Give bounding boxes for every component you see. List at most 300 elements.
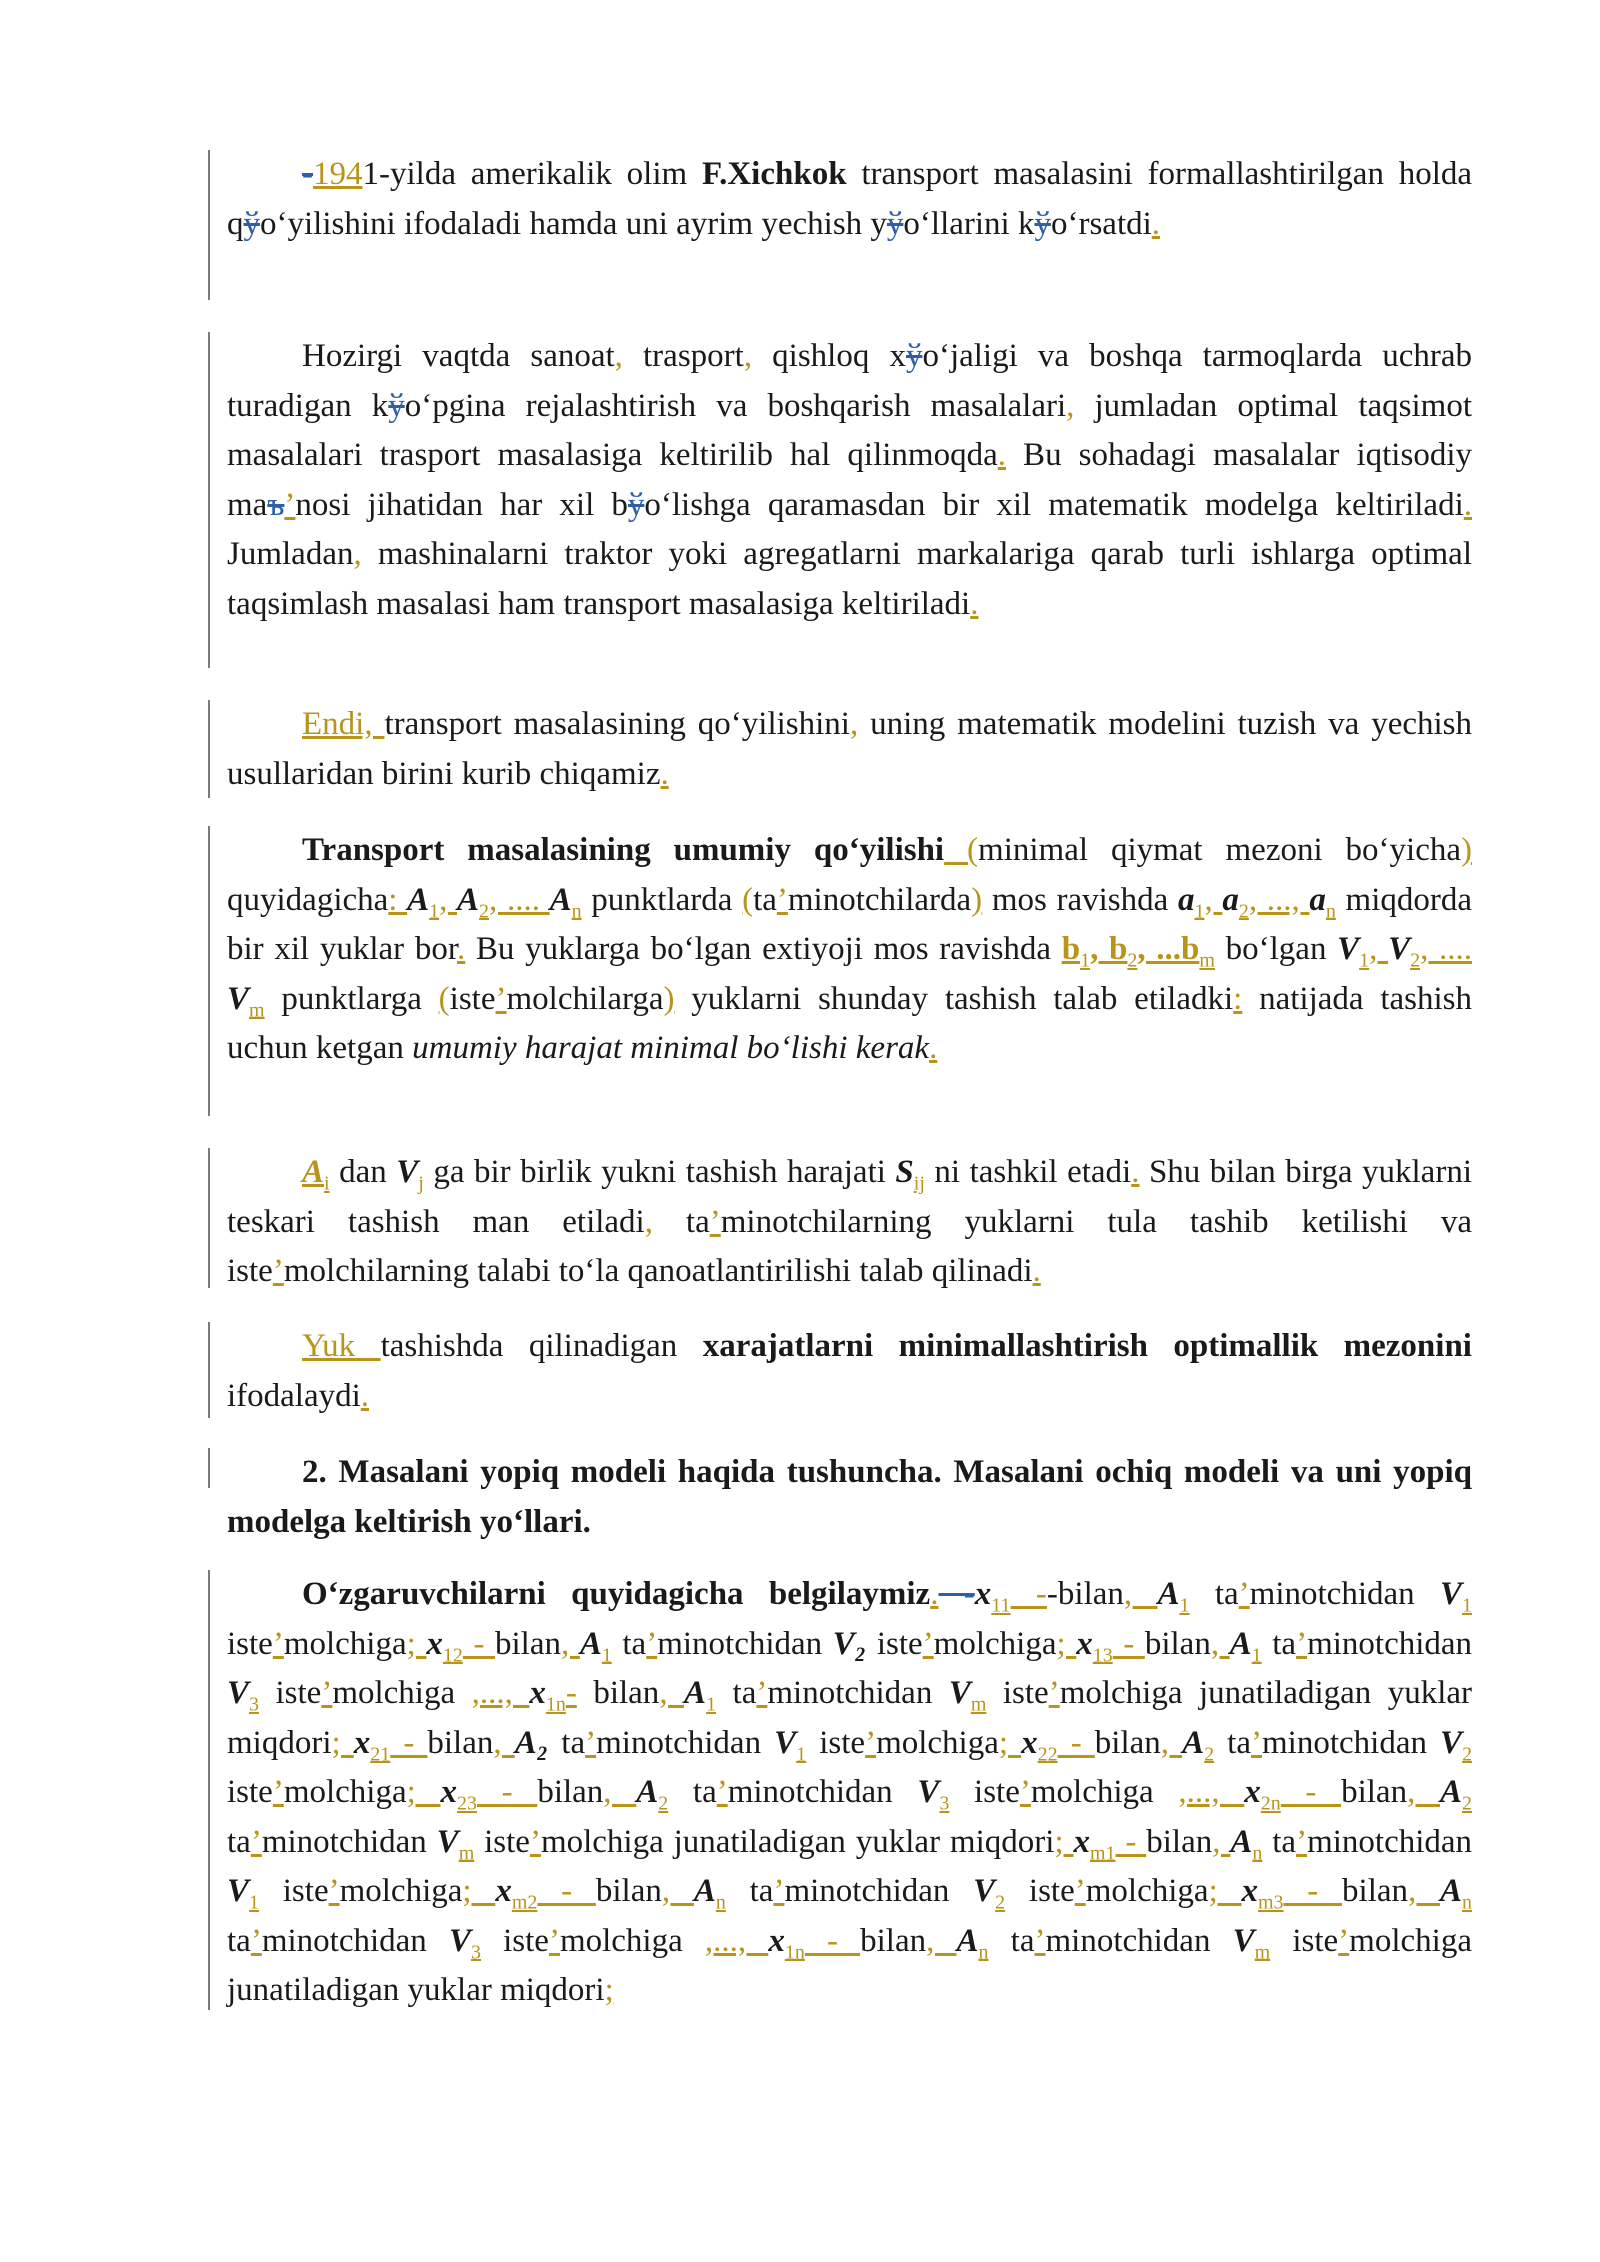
inserted-text: b <box>1061 931 1081 967</box>
text-run: ta <box>1189 1576 1239 1612</box>
text-run: molchiga junatiladigan yuklar miqdori <box>540 1823 1055 1860</box>
text-run: bilan <box>537 1774 604 1810</box>
inserted-text: , ..., <box>1248 881 1310 918</box>
inserted-text: ’ <box>284 486 296 523</box>
text-run: Shu bilan birga yuklarni teskari tashish man etiladi <box>227 1154 1472 1240</box>
change-bar <box>208 1570 210 2010</box>
inserted-text: . <box>1131 1154 1140 1190</box>
subscript: 1 <box>1251 1644 1262 1667</box>
inserted-text: , <box>1160 1724 1183 1761</box>
inserted-text: ’ <box>1338 1922 1350 1959</box>
paragraph-current-usage <box>227 332 1472 629</box>
math-symbol: V₂ <box>832 1625 867 1662</box>
text-run: iste <box>227 1774 273 1810</box>
text-run: qishloq x <box>752 338 906 374</box>
math-symbol: A <box>693 1873 716 1909</box>
inserted-text: ’ <box>1296 1823 1308 1860</box>
text-run: o‘lishga qaramasdan bir xil matematik modelga keltiriladi <box>644 486 1464 523</box>
inserted-text: ’ <box>250 1922 262 1959</box>
text-run: punktlarda <box>581 881 743 918</box>
math-symbol: A <box>1440 1873 1463 1909</box>
text-run: ta <box>1214 1724 1251 1761</box>
math-symbol: A <box>302 1154 325 1190</box>
bold-text: xarajatlarni minimallashtirish optimallik mezonini <box>702 1328 1472 1364</box>
math-symbol: V <box>917 1774 940 1810</box>
math-symbol: A₂ <box>514 1724 549 1761</box>
inserted-text: . <box>660 755 669 792</box>
subscript: 13 <box>1092 1644 1113 1667</box>
subscript: m <box>249 999 265 1022</box>
subscript: m <box>970 1693 987 1716</box>
text-run: iste <box>1270 1922 1339 1959</box>
inserted-text: , <box>743 338 753 374</box>
inserted-text: ) <box>1461 832 1473 868</box>
text-run: bilan <box>576 1675 660 1711</box>
subscript: 3 <box>470 1941 481 1964</box>
inserted-text: ’ <box>646 1625 658 1662</box>
text-run: amerikalik <box>470 156 612 192</box>
text-run: dan <box>329 1154 397 1190</box>
subscript: 2 <box>658 1792 669 1815</box>
subscript: 1 <box>429 900 440 923</box>
inserted-text: ’ <box>1238 1576 1250 1612</box>
math-symbol: A <box>1440 1774 1463 1810</box>
inserted-text: ) <box>663 980 675 1017</box>
subscript: n <box>1325 900 1336 923</box>
inserted-text: . <box>1151 205 1161 242</box>
math-symbol: V <box>227 980 250 1017</box>
math-symbol: x <box>529 1675 546 1711</box>
inserted-text: - <box>1112 1625 1145 1662</box>
math-symbol: V <box>1337 931 1360 967</box>
text-run: minotchidan <box>596 1724 775 1761</box>
inserted-text: . <box>930 1576 939 1612</box>
paragraph-history <box>227 150 1472 249</box>
math-symbol: x <box>1021 1724 1038 1761</box>
math-symbol: A <box>549 881 572 918</box>
inserted-text: ’ <box>1019 1774 1031 1810</box>
inserted-text: , <box>659 1675 685 1711</box>
inserted-text: Endi, <box>302 706 385 742</box>
text-run: ta <box>716 1675 757 1711</box>
text-run: minotchidan <box>1307 1625 1473 1662</box>
inserted-text: , <box>661 1873 694 1909</box>
inserted-text: - <box>1280 1774 1342 1810</box>
text-run: bilan <box>595 1873 662 1909</box>
math-symbol: x <box>768 1922 785 1959</box>
text-run: o‘llarini k <box>903 205 1035 242</box>
inserted-text: - <box>1283 1873 1343 1909</box>
text-run: molchiga <box>1085 1873 1209 1909</box>
math-symbol: A <box>457 881 480 918</box>
text-run: ta <box>988 1922 1035 1959</box>
text-run: ifodaladi <box>403 205 522 242</box>
inserted-text: - <box>804 1922 861 1959</box>
inserted-text: - <box>1057 1724 1095 1761</box>
inserted-text: : <box>1233 980 1243 1017</box>
subscript: 2 <box>479 900 490 923</box>
subscript: 1 <box>1462 1594 1472 1617</box>
subscript: 1 <box>1080 949 1091 972</box>
subscript: m3 <box>1257 1891 1284 1914</box>
text-run: quyidagicha <box>227 881 389 918</box>
inserted-text: ’ <box>328 1873 340 1909</box>
subscript: 1n <box>545 1693 566 1716</box>
inserted-text: , <box>1212 1823 1231 1860</box>
inserted-text: , <box>353 536 362 572</box>
text-run: Bu sohadagi masalalar iqtisodiy ma <box>227 437 1472 523</box>
change-bar <box>208 1448 210 1488</box>
inserted-text: - <box>390 1724 428 1761</box>
subscript: n <box>1252 1842 1263 1865</box>
text-run: trasport <box>622 338 744 374</box>
subscript: 2 <box>1462 1792 1473 1815</box>
inserted-text: , <box>1204 881 1223 918</box>
heading-text: 2. Masalani yopiq modeli haqida tushuncha. Masalani ochiq modeli va uni yopiq modelga keltirish yo‘llari. <box>227 1454 1472 1540</box>
subscript: 2 <box>995 1891 1006 1914</box>
subscript: 1 <box>706 1693 717 1716</box>
math-symbol: A <box>1157 1576 1180 1612</box>
subscript: n <box>715 1891 726 1914</box>
subscript: i <box>324 1172 330 1195</box>
subscript: 11 <box>991 1594 1011 1617</box>
text-run: ta <box>1262 1823 1297 1860</box>
math-symbol: V <box>1439 1576 1462 1612</box>
text-run: o‘rsatdi <box>1050 205 1152 242</box>
bold-text: Transport masalasining umumiy qo‘yilishi <box>302 832 945 868</box>
text-run: molchiga junatiladigan yuklar miqdori <box>227 1675 1473 1761</box>
inserted-text: ’ <box>1048 1675 1060 1711</box>
math-symbol: A <box>1229 1625 1252 1662</box>
inserted-text: , <box>614 338 623 374</box>
inserted-text: , <box>560 1625 580 1662</box>
inserted-text: ’ <box>548 1922 560 1959</box>
text-run: o‘yilishini <box>260 205 396 242</box>
change-bar <box>208 700 210 798</box>
text-run: iste <box>480 1922 549 1959</box>
text-run: minimal qiymat mezoni bo‘yicha <box>978 832 1462 868</box>
inserted-text: ’ <box>776 881 788 918</box>
inserted-text: ; <box>1208 1873 1242 1909</box>
math-symbol: x <box>495 1873 512 1909</box>
text-run: molchiga <box>339 1873 463 1909</box>
subscript: 1 <box>796 1743 807 1766</box>
text-run: molchiga <box>559 1922 705 1959</box>
subscript: n <box>571 900 582 923</box>
text-run: iste <box>1005 1873 1075 1909</box>
inserted-text: ’ <box>1074 1873 1086 1909</box>
text-run: tashishda qilinadigan <box>380 1328 703 1364</box>
math-symbol: V <box>1232 1922 1255 1959</box>
math-symbol: V <box>436 1823 459 1860</box>
text-run: bilan <box>427 1724 494 1761</box>
math-symbol: V <box>227 1675 250 1711</box>
inserted-text: ’ <box>756 1675 768 1711</box>
text-run: ta <box>753 881 777 918</box>
inserted-text: , ...b <box>1137 931 1200 967</box>
text-run: yechish y <box>761 205 887 242</box>
text-run: molchiga <box>1030 1774 1179 1810</box>
math-symbol: S <box>895 1154 914 1190</box>
text-run: minotchilarda <box>787 881 972 918</box>
text-run: minotchidan <box>261 1823 437 1860</box>
inserted-text: - <box>537 1873 596 1909</box>
math-symbol: V <box>948 1675 971 1711</box>
inserted-text: ; <box>1056 1625 1077 1662</box>
inserted-text: ; <box>331 1724 354 1761</box>
inserted-text: , <box>1210 1625 1230 1662</box>
text-run: bilan <box>1094 1724 1161 1761</box>
inserted-text: , <box>603 1774 637 1810</box>
math-symbol: a <box>1222 881 1239 918</box>
text-run: minotchidan <box>1307 1823 1473 1860</box>
inserted-text: . <box>456 931 466 967</box>
subscript: 22 <box>1037 1743 1058 1766</box>
subscript: m1 <box>1089 1842 1116 1865</box>
change-bar <box>208 826 210 1116</box>
text-run: ni tashkil etadi <box>924 1154 1132 1190</box>
subscript: 2 <box>1462 1743 1473 1766</box>
text-run: minotchidan <box>767 1675 949 1711</box>
inserted-text: - <box>565 1675 577 1711</box>
math-symbol: A <box>407 881 430 918</box>
inserted-text: , <box>1408 1873 1441 1909</box>
inserted-text: ’ <box>250 1823 262 1860</box>
paragraph-problem-statement <box>227 826 1472 1074</box>
inserted-text: ’ <box>272 1625 284 1662</box>
bold-text: F. <box>701 156 728 192</box>
inserted-text: ’ <box>865 1724 877 1761</box>
text-run: o‘pgina rejalashtirish va boshqarish masalalari <box>404 387 1067 424</box>
subscript: 3 <box>249 1693 260 1716</box>
italic-text: umumiy harajat minimal bo‘lishi kerak <box>412 1030 930 1066</box>
inserted-text: ( <box>742 881 754 918</box>
math-symbol: A <box>956 1922 979 1959</box>
inserted-text: , .... <box>489 881 550 918</box>
text-run: bilan <box>1341 1774 1408 1810</box>
text-run: minotchidan <box>657 1625 833 1662</box>
subscript: n <box>978 1941 989 1964</box>
subscript: 1 <box>601 1644 612 1667</box>
text-run: Bu yuklarga bo‘lgan extiyoji mos ravishda <box>465 931 1062 967</box>
inserted-text: : <box>388 881 408 918</box>
inserted-text: ,..., <box>471 1675 530 1711</box>
subscript: n <box>1462 1891 1473 1914</box>
subscript: ij <box>913 1172 925 1195</box>
inserted-text: , <box>1369 931 1389 967</box>
subscript: m2 <box>511 1891 538 1914</box>
inserted-text: ’ <box>1296 1625 1308 1662</box>
section-heading <box>227 1448 1472 1547</box>
math-symbol: a <box>1177 881 1195 918</box>
deleted-text: ў <box>905 338 923 374</box>
inserted-text: Yuk <box>302 1328 381 1364</box>
subscript: 2 <box>1410 949 1421 972</box>
text-run: transport <box>861 156 979 192</box>
subscript: 23 <box>456 1792 477 1815</box>
math-symbol: x <box>353 1724 371 1761</box>
inserted-text: ; <box>998 1724 1022 1761</box>
inserted-text: . <box>929 1030 938 1066</box>
inserted-text: . <box>997 437 1006 473</box>
text-run: iste <box>259 1873 329 1909</box>
paragraph-optimality-criterion <box>227 1322 1472 1421</box>
subscript: 21 <box>370 1743 391 1766</box>
text-run: molchiga <box>933 1625 1057 1662</box>
inserted-text: ,..., <box>1178 1774 1245 1810</box>
text-run: bilan <box>1146 1823 1213 1860</box>
text-run: molchilarning talabi to‘la qanoatlantirilishi talab qilinadi <box>283 1253 1033 1289</box>
inserted-text: , <box>1123 1576 1158 1612</box>
text-run: bilan <box>1144 1625 1211 1662</box>
subscript: 2 <box>1204 1743 1215 1766</box>
text-run: iste <box>949 1774 1020 1810</box>
math-symbol: A <box>636 1774 659 1810</box>
inserted-text: , <box>1407 1774 1440 1810</box>
math-symbol: x <box>1073 1823 1090 1860</box>
subscript: 1 <box>1179 1594 1190 1617</box>
inserted-text: ’ <box>321 1675 333 1711</box>
math-symbol: x <box>426 1625 443 1662</box>
subscript: 1 <box>1194 900 1205 923</box>
math-symbol: A <box>684 1675 707 1711</box>
inserted-text: ; <box>406 1625 427 1662</box>
inserted-text: , b <box>1090 931 1128 967</box>
text-run: ta <box>227 1922 251 1959</box>
text-run: q <box>227 205 244 242</box>
text-run: uni <box>625 205 668 242</box>
inserted-text: ) <box>971 881 983 918</box>
text-run: iste <box>474 1823 530 1860</box>
text-run: molchiga <box>876 1724 999 1761</box>
math-symbol: V <box>448 1922 471 1959</box>
inserted-text: ; <box>406 1774 441 1810</box>
inserted-text: ; <box>1054 1823 1074 1860</box>
deleted-text: ў <box>388 387 405 424</box>
inserted-text: , <box>439 881 458 918</box>
inserted-text: 194 <box>313 156 363 192</box>
inserted-text: ’ <box>716 1774 728 1810</box>
math-symbol: x <box>974 1576 992 1612</box>
text-run: mos ravishda <box>982 881 1178 918</box>
text-run: iste <box>866 1625 923 1662</box>
inserted-text: , <box>1066 387 1075 424</box>
inserted-text: ’ <box>272 1774 284 1810</box>
text-run: minotchidan <box>1249 1576 1440 1612</box>
text-run: minotchidan <box>1262 1724 1441 1761</box>
text-run: bilan <box>1342 1873 1409 1909</box>
text-run: punktlarga <box>264 980 439 1017</box>
text-run: ta <box>1261 1625 1297 1662</box>
subscript: 1n <box>784 1941 805 1964</box>
paragraph-intro <box>227 700 1472 799</box>
inserted-text: ’ <box>709 1203 721 1240</box>
inserted-text: ’ <box>922 1625 934 1662</box>
change-bar <box>208 150 210 300</box>
text-run: minotchidan <box>261 1922 449 1959</box>
text-run: yuklarni shunday tashish talab etiladki <box>674 980 1234 1017</box>
text-run: ifodalaydi <box>227 1377 361 1414</box>
inserted-text: . <box>360 1377 370 1414</box>
deleted-text: ў <box>886 205 904 242</box>
math-symbol: A <box>579 1625 602 1662</box>
text-run: natijada tashish uchun ketgan <box>227 980 1473 1066</box>
text-run: holda <box>1398 156 1473 192</box>
text-run: mashinalarni traktor yoki agregatlarni markalariga qarab turli ishlarga optimal taqsimlash masalasi ham transport masalasiga keltiriladi <box>227 536 1472 622</box>
text-run: minotchidan <box>727 1774 918 1810</box>
text-run: nosi jihatidan har xil b <box>295 486 628 523</box>
math-symbol: V <box>1440 1724 1463 1761</box>
math-symbol: a <box>1309 881 1326 918</box>
text-run: hamda <box>529 205 618 242</box>
inserted-text: ’ <box>1251 1724 1262 1761</box>
text-run: olim <box>626 156 688 192</box>
subscript: 3 <box>939 1792 950 1815</box>
math-symbol: x <box>1076 1625 1093 1662</box>
inserted-text: . <box>970 585 979 622</box>
subscript: m <box>1254 1941 1271 1964</box>
text-run: molchiga <box>332 1675 472 1711</box>
text-run: molchiga <box>283 1774 407 1810</box>
text-run: transport masalasining qo‘yilishini <box>384 706 850 742</box>
change-bar <box>208 1148 210 1288</box>
subscript: 2 <box>1238 900 1249 923</box>
text-run: ta <box>652 1203 710 1240</box>
deleted-text: ў <box>627 486 645 523</box>
text-run: ta <box>725 1873 774 1909</box>
subscript: 1 <box>1359 949 1370 972</box>
bold-text: Xichkok <box>727 156 847 192</box>
math-symbol: V <box>227 1873 250 1909</box>
inserted-text: ; <box>462 1873 496 1909</box>
deleted-text: - <box>302 156 313 192</box>
inserted-text: , <box>493 1724 515 1761</box>
text-run: iste <box>227 1625 273 1662</box>
deleted-text: ў <box>1034 205 1051 242</box>
subscript: m <box>1199 949 1215 972</box>
text-run: molchiga junatiladigan yuklar miqdori <box>227 1922 1472 2008</box>
deleted-text: ў <box>243 205 260 242</box>
math-symbol: V <box>396 1154 419 1190</box>
paragraph-variables <box>227 1570 1472 2016</box>
inserted-text: ’ <box>495 980 507 1017</box>
text-run: Hozirgi vaqtda sanoat <box>302 338 615 374</box>
text-run: ga bir birlik yukni tashish harajati <box>423 1154 896 1190</box>
paragraph-cost-definition <box>227 1148 1472 1297</box>
math-symbol: A <box>1230 1823 1253 1860</box>
text-run: bilan <box>495 1625 561 1662</box>
deleted-text: ъ <box>267 486 285 523</box>
text-run: -bilan <box>1046 1576 1124 1612</box>
text-run: jumladan optimal taqsimot masalalari trasport masalasiga keltirilib hal qilinmoqda <box>227 387 1472 473</box>
text-run: ayrim <box>676 205 754 242</box>
text-run: 1-yilda <box>362 156 456 192</box>
inserted-text: , <box>926 1922 957 1959</box>
subscript: 12 <box>442 1644 463 1667</box>
text-run: bo‘lgan <box>1214 931 1338 967</box>
subscript: 2 <box>1127 949 1138 972</box>
text-run: ta <box>668 1774 717 1810</box>
inserted-text: ’ <box>585 1724 597 1761</box>
math-symbol: V <box>1388 931 1411 967</box>
text-run: ta <box>611 1625 647 1662</box>
subscript: j <box>418 1172 424 1195</box>
math-symbol: A <box>1182 1724 1205 1761</box>
inserted-text: . <box>1032 1253 1041 1289</box>
subscript: 2n <box>1260 1792 1281 1815</box>
inserted-text: - <box>1115 1823 1147 1860</box>
inserted-text: ( <box>944 832 979 868</box>
